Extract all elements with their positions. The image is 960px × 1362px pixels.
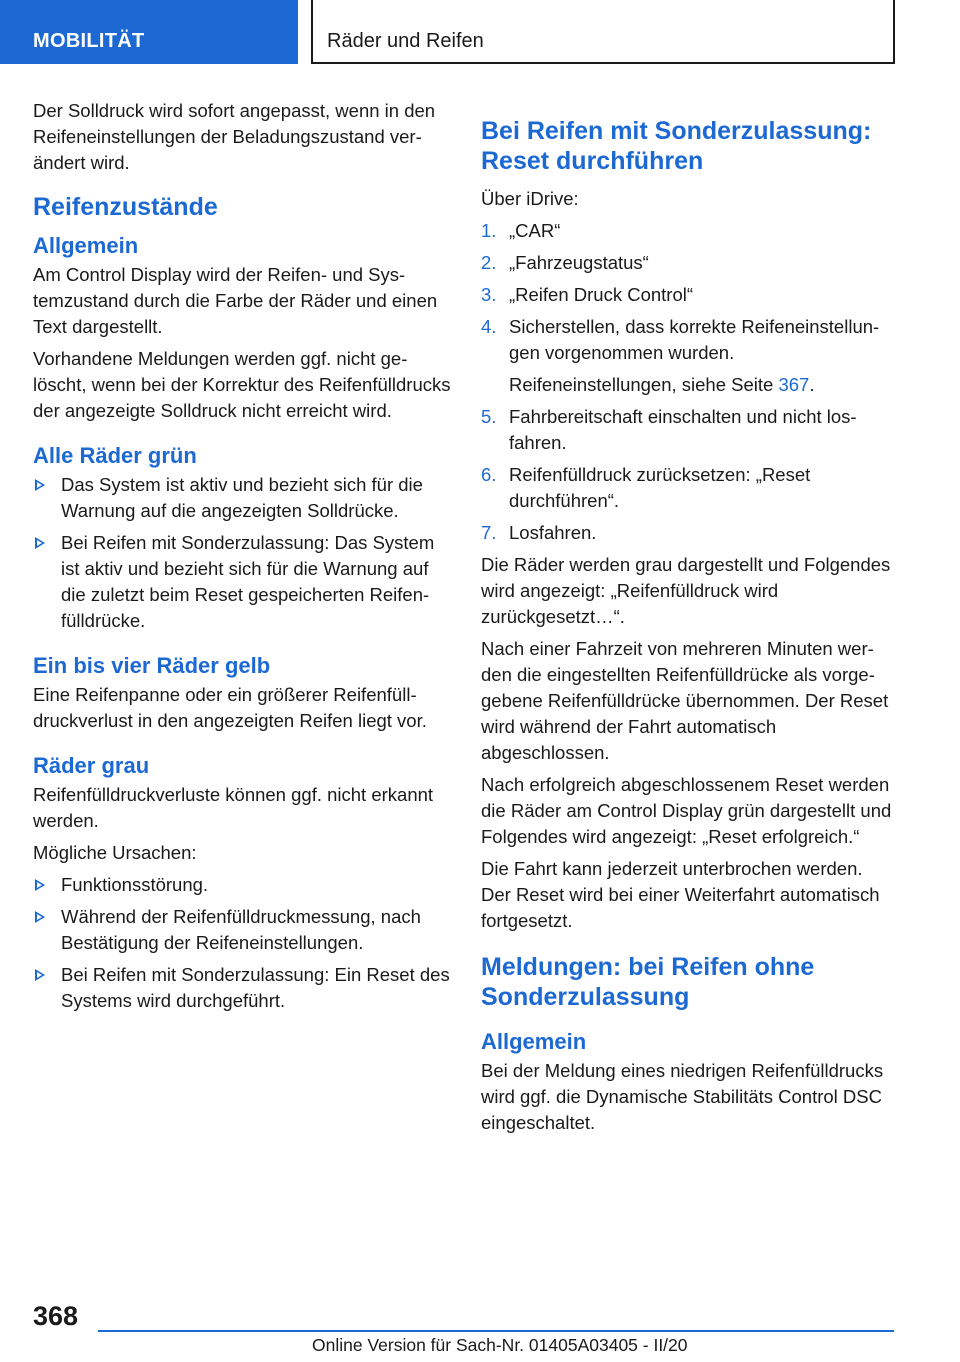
page-number: 368: [33, 1301, 79, 1331]
list-item-text: Während der Reifenfülldruckmessung, nach Bestätigung der Reifeneinstellungen.: [61, 906, 421, 953]
intro-paragraph: Der Solldruck wird sofort angepasst, wenn in den Reifeneinstellungen der Beladungszustand verändert wird.: [33, 100, 436, 173]
heading-raeder-grau: Räder grau: [33, 753, 150, 778]
list-gruen: [33, 472, 453, 634]
paragraph-grau: Reifenfülldruckverluste können ggf. nicht erkannt werden.: [33, 784, 434, 831]
step-item: [481, 282, 895, 308]
paragraph-allgemein-2: Vorhandene Meldungen werden ggf. nicht gelöscht, wenn bei der Korrektur des Reifenfülldrucks der angezeigte Solldruck nicht erreicht wird.: [33, 348, 451, 421]
header-section-tab: MOBILITÄT: [0, 0, 298, 64]
left-column: [33, 98, 453, 1020]
step-number: 4.: [481, 316, 497, 337]
triangle-bullet-icon: [35, 879, 45, 891]
list-item-text: Bei Reifen mit Sonderzulassung: Ein Reset des Systems wird durchgeführt.: [61, 964, 450, 1011]
step-text: Sicherstellen, dass korrekte Reifeneinstellungen vorgenommen wurden.: [509, 316, 880, 363]
step-item: [481, 250, 895, 276]
paragraph-ursachen: Mögliche Ursachen:: [33, 842, 197, 863]
list-item-text: Das System ist aktiv und bezieht sich für die Warnung auf die angezeigten Solldrücke.: [61, 474, 423, 521]
step-number: 5.: [481, 406, 497, 427]
step-item: [481, 218, 895, 244]
heading-alle-raeder-gruen: Alle Räder grün: [33, 443, 197, 468]
step-text: Fahrbereitschaft einschalten und nicht losfahren.: [509, 406, 857, 453]
heading-allgemein-right: Allgemein: [481, 1029, 587, 1054]
paragraph-grau-angezeigt: Die Räder werden grau dargestellt und Folgendes wird angezeigt: „Reifenfülldruck wird zurückgesetzt…“.: [481, 554, 891, 627]
step-text: Losfahren.: [509, 522, 597, 543]
triangle-bullet-icon: [35, 479, 45, 491]
step-number: 3.: [481, 284, 497, 305]
paragraph-meldung: Bei der Meldung eines niedrigen Reifenfülldrucks wird ggf. die Dynamische Stabilitäts Control DSC eingeschaltet.: [481, 1060, 884, 1133]
step-number: 2.: [481, 252, 497, 273]
footer-version-text: Online Version für Sach-Nr. 01405A03405 - II/20: [312, 1335, 688, 1355]
page-reference: [509, 372, 895, 398]
heading-meldungen: Meldungen: bei Reifen ohne Sonderzulassung: [481, 953, 815, 1011]
step-number: 6.: [481, 464, 497, 485]
list-item: [33, 962, 453, 1014]
list-grau: [33, 872, 453, 1014]
paragraph-erfolgreich: Nach erfolgreich abgeschlossenem Reset werden die Räder am Control Display grün dargestellt und Folgendes wird angezeigt: „Reset erfolgreich.“: [481, 774, 892, 847]
header-chapter-title: Räder und Reifen: [311, 0, 895, 64]
page-reference-end: .: [809, 374, 815, 395]
triangle-bullet-icon: [35, 537, 45, 549]
list-item-text: Bei Reifen mit Sonderzulassung: Das System ist aktiv und bezieht sich für die Warnung auf die zuletzt beim Reset gespeicherten Reifenfülldrücke.: [61, 532, 435, 631]
list-item: [33, 530, 453, 634]
step-number: 1.: [481, 220, 497, 241]
heading-reifenzustaende: Reifenzustände: [33, 193, 218, 221]
paragraph-fahrzeit: Nach einer Fahrzeit von mehreren Minuten werden die eingestellten Reifenfülldrücke als vorgegebene Reifenfülldrücke übernommen. Der Reset wird während der Fahrt automatisch abgeschlossen.: [481, 638, 889, 763]
list-item-text: Funktionsstörung.: [61, 874, 209, 895]
step-text: „Reifen Druck Control“: [509, 284, 694, 305]
step-item: [481, 462, 895, 514]
steps-list: [481, 218, 895, 546]
step-text: „CAR“: [509, 220, 561, 241]
footer-divider: [98, 1330, 894, 1332]
paragraph-idrive: Über iDrive:: [481, 188, 579, 209]
heading-reset-durchfuehren: Bei Reifen mit Sonderzulassung: Reset durchführen: [481, 117, 872, 175]
paragraph-allgemein-1: Am Control Display wird der Reifen- und Systemzustand durch die Farbe der Räder und einen Text dargestellt.: [33, 264, 438, 337]
triangle-bullet-icon: [35, 911, 45, 923]
list-item: [33, 904, 453, 956]
page-reference-link[interactable]: 367: [778, 374, 810, 395]
list-item: [33, 872, 453, 898]
step-text: Reifenfülldruck zurücksetzen: „Reset durchführen“.: [509, 464, 811, 511]
triangle-bullet-icon: [35, 969, 45, 981]
step-item: [481, 404, 895, 456]
paragraph-unterbrochen: Die Fahrt kann jederzeit unterbrochen werden. Der Reset wird bei einer Weiterfahrt automatisch fortgesetzt.: [481, 858, 880, 931]
page-reference-text: Reifeneinstellungen, siehe Seite: [509, 374, 779, 395]
paragraph-gelb: Eine Reifenpanne oder ein größerer Reifenfülldruckverlust in den angezeigten Reifen liegt vor.: [33, 684, 427, 731]
step-number: 7.: [481, 522, 497, 543]
step-text: „Fahrzeugstatus“: [509, 252, 649, 273]
heading-allgemein: Allgemein: [33, 233, 139, 258]
right-column: [481, 100, 895, 1142]
step-item: [481, 520, 895, 546]
heading-raeder-gelb: Ein bis vier Räder gelb: [33, 653, 271, 678]
step-item: [481, 314, 895, 398]
list-item: [33, 472, 453, 524]
